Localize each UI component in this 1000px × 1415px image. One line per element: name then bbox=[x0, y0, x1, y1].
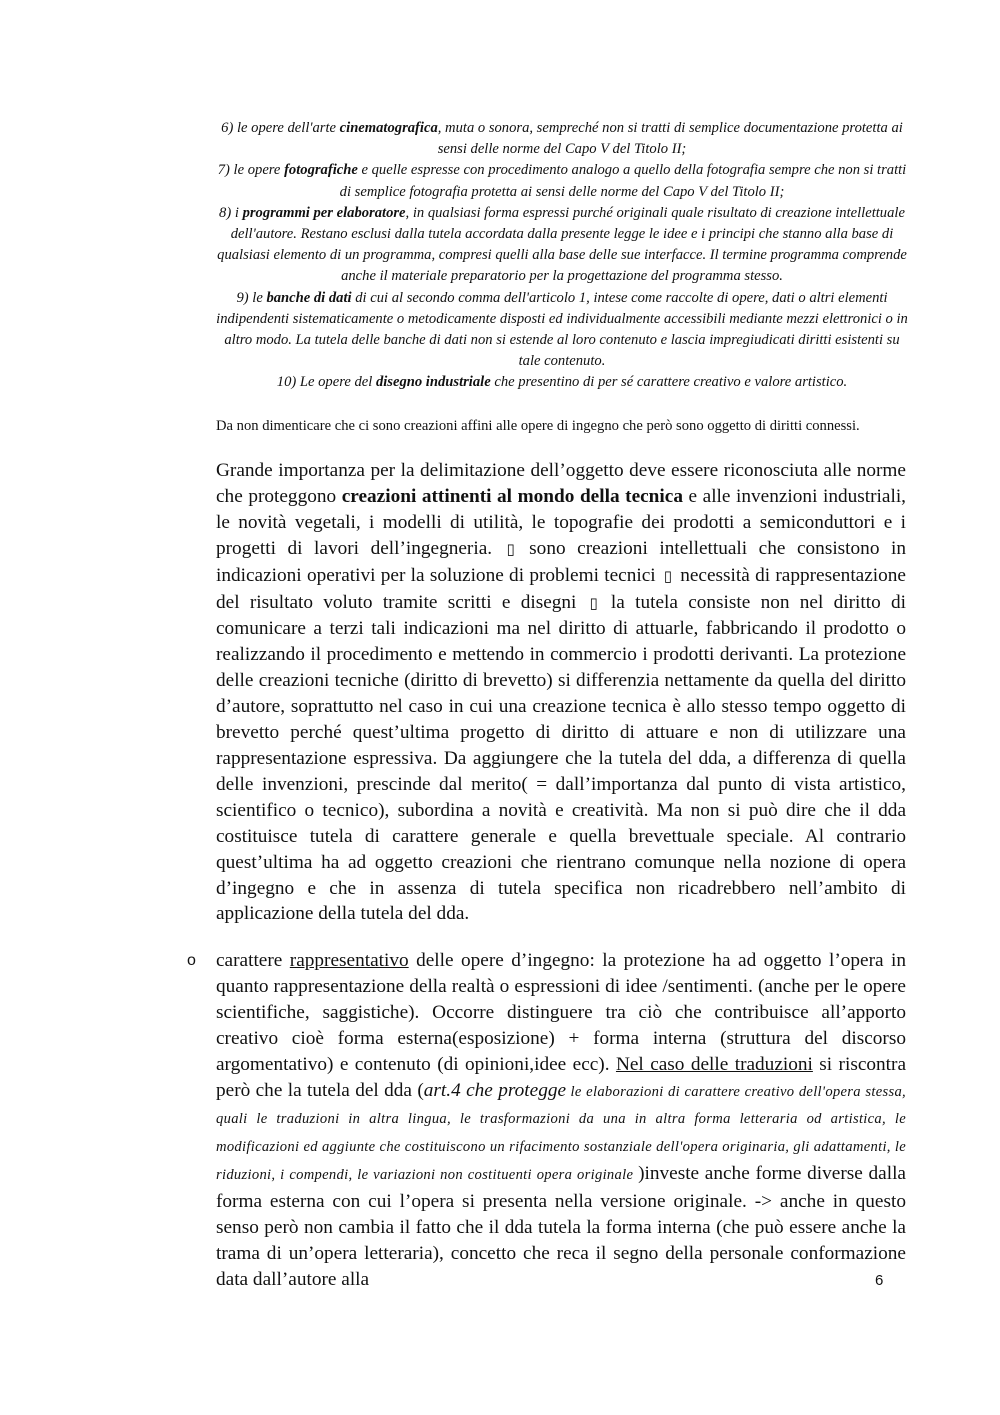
connected-rights-note: Da non dimenticare che ci sono creazioni affini alle opere di ingegno che però sono oggetto di diritti connessi. bbox=[216, 418, 860, 434]
technical-creations-paragraph: Grande importanza per la delimitazione dell’oggetto deve essere riconosciuta alle norme che proteggono creazioni attinenti al mondo della tecnica e alle invenzioni industriali, le novità vegetali, i modelli di utilità, le topografie dei prodotti a semiconduttori e i progetti di lavori dell’ingegneria. ▯ sono creazioni intellettuali che consistono in indicazioni operativi per la soluzione di problemi tecnici ▯ necessità di rappresentazione del risultato voluto tramite scritti e disegni ▯ la tutela consiste non nel diritto di comunicare a terzi tali indicazioni ma nel diritto di attuarle, fabbricando il prodotto o realizzando il procedimento e mettendo in commercio i prodotti derivanti. La protezione delle creazioni tecniche (diritto di brevetto) si differenzia nettamente da quella del diritto d’autore, soprattutto nel caso in cui una creazione tecnica è allo stesso tempo oggetto di brevetto perché quest’ultima progetto di diritto di attuare e non di utilizzare una rappresentazione espressiva. Da aggiungere che la tutela del dda, a differenza di quella delle invenzioni, prescinde dal merito( = dall’importanza dal punto di vista artistico, scientifico o tecnico), subordina a novità e creatività. Ma non si può dire che il dda costituisce tutela di carattere generale e quella brevettuale speciale. Al contrario quest’ultima ha ad oggetto creazioni che rientrano comunque nella nozione di opera d’ingegno e che in assenza di tutela specifica non ricadrebbero nell’ambito di applicazione della tutela del dda. bbox=[216, 460, 907, 925]
missing-glyph-icon: ▯ bbox=[589, 593, 598, 612]
representative-character-bullet: carattere rappresentativo delle opere d’ingegno: la protezione ha ad oggetto l’opera in quanto rappresentazione della realtà o espressioni di idee /sentimenti. (anche per le opere scientifiche, saggistiche). Occorre distinguere tra ciò che contribuisce all’apporto creativo cioè forma esterna(esposizione) + forma interna (struttura del discorso argomentativo) e contenuto (di opinioni,idee ecc). Nel caso delle traduzioni si riscontra però che la tutela del dda (art.4 che protegge le elaborazioni di carattere creativo dell'opera stessa, quali le traduzioni in altra lingua, le trasformazioni da una in altra forma letteraria od artistica, le modificazioni ed aggiunte che costituiscono un rifacimento sostanziale dell'opera originaria, gli adattamenti, le riduzioni, i compendi, le variazioni non costituenti opera originale )investe anche forme diverse dalla forma esterna con cui l’opera si presenta nella versione originale. -> anche in questo senso però non cambia il fatto che il dda tutela la forma interna (che può essere anche la trama di un’opera letteraria), concetto che reca il segno della personale conformazione data dall’autore alla bbox=[216, 950, 907, 1290]
quote-item-9: 9) le banche di dati di cui al secondo comma dell'articolo 1, intese come raccolte di opere, dati o altri elementi indipendenti sistematicamente o metodicamente disposti ed individualmente accessibili mediante mezzi elettronici o in altro modo. La tutela delle banche di dati non si estende al loro contenuto e lascia impregiudicati diritti esistenti su tale contenuto. bbox=[216, 289, 908, 370]
quote-item-7: 7) le opere fotografiche e quelle espresse con procedimento analogo a quello della fotografia sempre che non si tratti di semplice fotografia protetta ai sensi delle norme del Capo V del Titolo II; bbox=[217, 162, 907, 200]
quote-item-8: 8) i programmi per elaboratore, in qualsiasi forma espressi purché originali quale risultato di creazione intellettuale dell'autore. Restano esclusi dalla tutela accordata dalla presente legge le idee e i principi che stanno alla base di qualsiasi elemento di un programma, compresi quelli alla base delle sue interfacce. Il termine programma comprende anche il materiale preparatorio per la progettazione del programma stesso. bbox=[217, 204, 907, 285]
law-quote-block bbox=[216, 118, 908, 394]
quote-item-10: 10) Le opere del disegno industriale che presentino di per sé carattere creativo e valore artistico. bbox=[276, 374, 848, 391]
bullet-marker-icon: o bbox=[187, 952, 196, 969]
quote-item-6: 6) le opere dell'arte cinematografica, muta o sonora, sempreché non si tratti di semplice documentazione protetta ai sensi delle norme del Capo V del Titolo II; bbox=[221, 120, 903, 158]
page-number: 6 bbox=[875, 1272, 884, 1289]
missing-glyph-icon: ▯ bbox=[506, 539, 515, 558]
missing-glyph-icon: ▯ bbox=[663, 566, 673, 585]
